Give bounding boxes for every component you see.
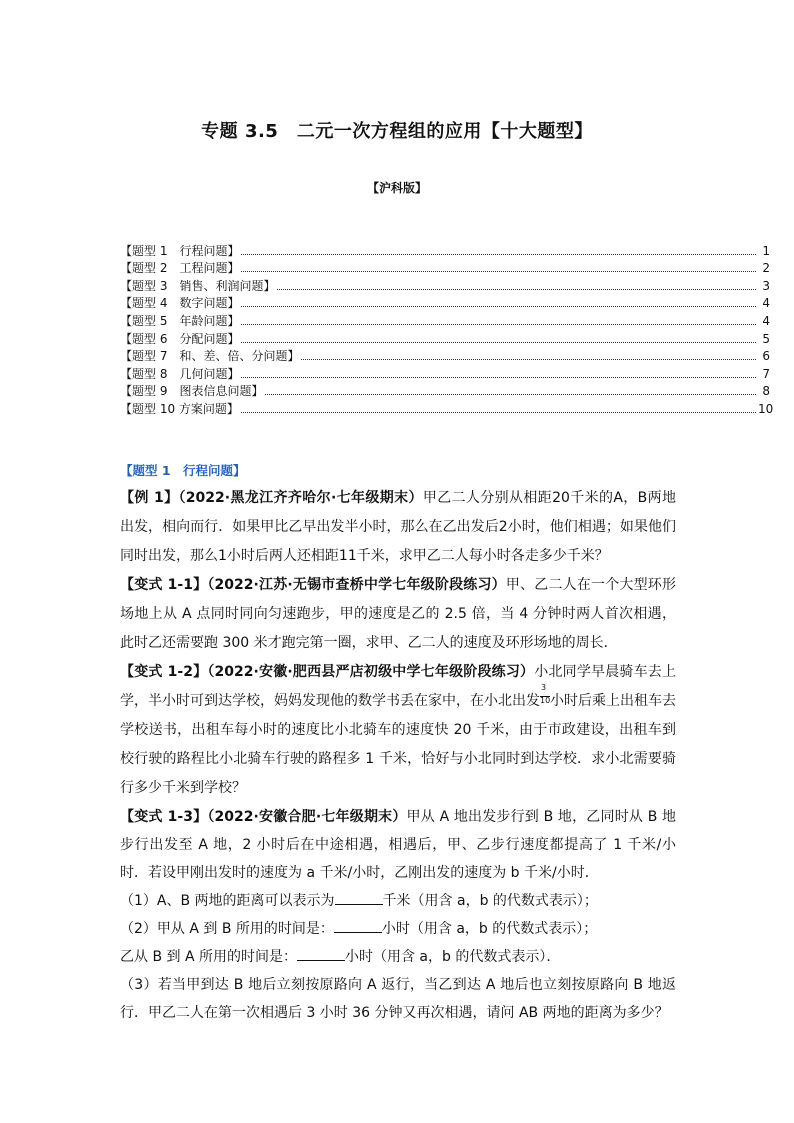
- toc-entry[interactable]: [120, 346, 770, 364]
- toc-entry[interactable]: [120, 275, 770, 293]
- toc-label: 【题型 2 工程问题】: [120, 261, 240, 276]
- variant-1-1: [120, 571, 676, 658]
- problem-source: （2022·安徽合肥·七年级期末）: [207, 809, 407, 825]
- variant-1-3: [120, 803, 676, 887]
- toc-page-number: 7: [762, 366, 770, 381]
- toc-page-number: 5: [762, 331, 770, 346]
- toc-entry[interactable]: [120, 381, 770, 399]
- problem-text: 小北同学早晨骑车去上学，半小时可到达学校，妈妈发现他的数学书丢在家中，在小北出发: [120, 664, 677, 709]
- problem-text: 甲乙二人分别从相距20千米的A，B两地出发，相向而行．如果甲比乙早出发半小时，那么在乙出发后2小时，他们相遇；如果他们同时出发，那么1小时后两人还相距11千米，求甲乙二人每小时各走多少千米？: [120, 490, 676, 564]
- question-3: [120, 971, 676, 1027]
- problem-tag: 【变式 1-2】: [120, 664, 208, 680]
- toc-label: 【题型 8 几何问题】: [120, 366, 240, 381]
- section-body: [120, 484, 676, 1027]
- problem-source: （2022·江苏·无锡市查桥中学七年级阶段练习）: [207, 577, 506, 593]
- question-text: 乙从 B 到 A 所用的时间是：: [120, 949, 297, 965]
- problem-text: 甲从 A 地出发步行到 B 地，乙同时从 B 地步行出发至 A 地，2 小时后在中途相遇，相遇后，甲、乙步行速度都提高了 1 千米/小时．若设甲刚出发时的速度为 a 千米/小时，乙刚出发的速度为 b 千米/小时．: [120, 809, 676, 881]
- question-1: [120, 887, 676, 915]
- example-1: [120, 484, 676, 571]
- toc-label: 【题型 1 行程问题】: [120, 243, 240, 258]
- fraction-denominator: 10: [540, 696, 551, 705]
- problem-tag: 【变式 1-1】: [120, 577, 208, 593]
- toc-label: 【题型 3 销售、利润问题】: [120, 278, 276, 293]
- toc-entry[interactable]: [120, 398, 774, 416]
- toc-entry[interactable]: [120, 293, 770, 311]
- toc-label: 【题型 10 方案问题】: [120, 401, 239, 416]
- toc-entry[interactable]: [120, 258, 770, 276]
- toc-label: 【题型 9 图表信息问题】: [120, 384, 264, 399]
- question-text: 小时（用含 a，b 的代数式表示）．: [344, 949, 561, 965]
- problem-source: （2022·安徽·肥西县严店初级中学七年级阶段练习）: [207, 664, 535, 680]
- toc-label: 【题型 6 分配问题】: [120, 331, 240, 346]
- toc-page-number: 2: [762, 261, 770, 276]
- problem-tag: 【变式 1-3】: [120, 809, 208, 825]
- problem-source: （2022·黑龙江齐齐哈尔·七年级期末）: [178, 490, 423, 506]
- question-text: （2）甲从 A 到 B 所用的时间是：: [120, 921, 334, 937]
- question-text: 千米（用含 a，b 的代数式表示）；: [382, 893, 598, 909]
- problem-text-continued: 小时后乘上出租车去学校送书，出租车每小时的速度比小北骑车的速度快 20 千米，由于市政建设，出租车到校行驶的路程比小北骑车行驶的路程多 1 千米，恰好与小北同时到达学校．求小北需要骑行多少千米到学校？: [120, 693, 676, 796]
- variant-1-2: [120, 658, 676, 803]
- toc-entry[interactable]: [120, 363, 770, 381]
- toc-label: 【题型 4 数字问题】: [120, 296, 240, 311]
- toc-entry[interactable]: [120, 328, 770, 346]
- toc-label: 【题型 7 和、差、倍、分问题】: [120, 349, 300, 364]
- toc-label: 【题型 5 年龄问题】: [120, 313, 240, 328]
- toc-leader: [241, 271, 756, 272]
- toc-page-number: 4: [762, 313, 770, 328]
- toc-page-number: 1: [762, 243, 770, 258]
- toc-page-number: 8: [762, 384, 770, 399]
- table-of-contents: [120, 240, 774, 416]
- toc-leader: [241, 324, 756, 325]
- question-text: 小时（用含 a，b 的代数式表示）；: [381, 921, 598, 937]
- question-2: [120, 915, 676, 943]
- question-text: （1）A、B 两地的距离可以表示为: [120, 893, 335, 909]
- question-text: （3）若当甲到达 B 地后立刻按原路向 A 返行，当乙到达 A 地后也立刻按原路向 B 地返行．甲乙二人在第一次相遇后 3 小时 36 分钟又再次相遇，请问 AB 两地的距离为多少？: [120, 977, 676, 1021]
- toc-leader: [241, 377, 756, 378]
- toc-leader: [241, 306, 756, 307]
- toc-page-number: 10: [758, 401, 774, 416]
- toc-page-number: 3: [762, 278, 770, 293]
- question-2-continued: [120, 943, 676, 971]
- answer-blank[interactable]: [334, 920, 382, 933]
- answer-blank[interactable]: [297, 948, 345, 961]
- toc-page-number: 4: [762, 296, 770, 311]
- answer-blank[interactable]: [335, 892, 383, 905]
- toc-leader: [277, 289, 756, 290]
- problem-tag: 【例 1】: [120, 490, 179, 506]
- fraction-numerator: 3: [541, 683, 547, 692]
- fraction: [540, 683, 551, 705]
- section-heading: 【题型 1 行程问题】: [120, 463, 246, 478]
- toc-leader: [241, 342, 756, 343]
- edition-label: 【沪科版】: [366, 181, 427, 195]
- page-title: 专题 3.5 二元一次方程组的应用【十大题型】: [201, 121, 593, 142]
- toc-entry[interactable]: [120, 310, 770, 328]
- toc-entry[interactable]: [120, 240, 770, 258]
- problem-text: 甲、乙二人在一个大型环形场地上从 A 点同时同向匀速跑步，甲的速度是乙的 2.5 倍，当 4 分钟时两人首次相遇，此时乙还需要跑 300 米才跑完第一圈，求甲、乙二人的速度及环形场地的周长．: [120, 577, 677, 651]
- toc-leader: [241, 254, 756, 255]
- toc-page-number: 6: [762, 349, 770, 364]
- toc-leader: [265, 394, 756, 395]
- toc-leader: [301, 359, 756, 360]
- toc-leader: [241, 412, 756, 413]
